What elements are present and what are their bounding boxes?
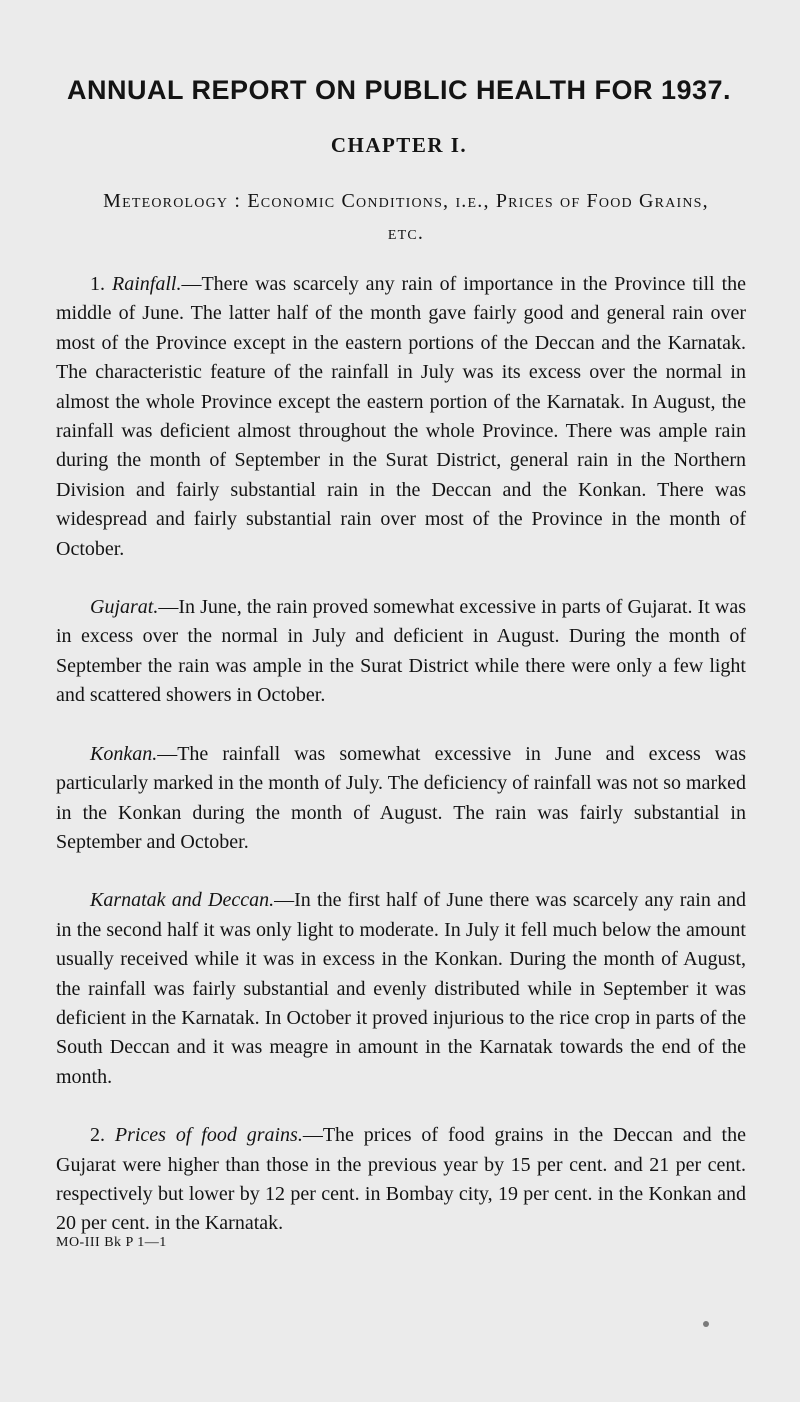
section-number: 2. (90, 1124, 105, 1147)
section-heading: Karnatak and Deccan. (90, 889, 275, 912)
section-text: —The rainfall was somewhat excessive in June and excess was particularly marked in the month of July. The deficiency of rainfall was not so marked in the Konkan during the month of August. The rain was fairly substantial in September and October. (56, 742, 746, 853)
section-heading: Gujarat. (90, 596, 159, 619)
section-heading: Prices of food grains. (114, 1124, 303, 1147)
printer-code: MO-III Bk P 1—1 (56, 1235, 167, 1250)
report-title: ANNUAL REPORT ON PUBLIC HEALTH FOR 1937. (66, 75, 732, 105)
paragraph-karnatak-deccan (56, 886, 746, 1092)
chapter-subtitle: Meteorology : Economic Conditions, i.e., Prices of Food Grains, etc. (103, 190, 709, 244)
paragraph-prices (56, 1121, 746, 1239)
section-text: —The prices of food grains in the Deccan and the Gujarat were higher than those in the previous year by 15 per cent. and 21 per cent. respectively but lower by 12 per cent. in Bombay city, 19 per cent. in the Konkan and 20 per cent. in the Karnatak. (56, 1124, 746, 1235)
chapter-heading: CHAPTER I. (330, 133, 468, 157)
section-text: —In June, the rain proved somewhat excessive in parts of Gujarat. It was in excess over the normal in July and deficient in August. During the month of September the rain was ample in the Surat District while there were only a few light and scattered showers in October. (56, 596, 746, 707)
section-heading: Rainfall. (112, 273, 182, 295)
paragraph-konkan (56, 740, 746, 858)
paragraph-rainfall (56, 270, 746, 564)
section-number: 1. (90, 273, 105, 295)
paragraph-gujarat (56, 593, 746, 711)
body-text (56, 270, 746, 1239)
section-text: —There was scarcely any rain of importance in the Province till the middle of June. The latter half of the month gave fairly good and general rain over most of the Province except in the eastern portions of the Deccan and the Karnatak. The characteristic feature of the rainfall in July was its excess over the normal in almost the whole Province except the eastern portion of the Karnatak. In August, the rainfall was deficient almost throughout the whole Province. There was ample rain during the month of September in the Surat District, general rain in the Northern Division and fairly substantial rain in the Deccan and the Konkan. There was widespread and fairly substantial rain over most of the Province in the month of October. (56, 273, 747, 560)
speck-mark (703, 1321, 709, 1327)
section-text: —In the first half of June there was scarcely any rain and in the second half it was only light to moderate. In July it fell much below the amount usually received while it was in excess in the Konkan. During the month of August, the rainfall was fairly substantial and evenly distributed while in September it was deficient in the Karnatak. In October it proved injurious to the rice crop in parts of the South Deccan and it was meagre in amount in the Karnatak towards the end of the month. (56, 889, 746, 1088)
section-heading: Konkan. (90, 742, 158, 765)
